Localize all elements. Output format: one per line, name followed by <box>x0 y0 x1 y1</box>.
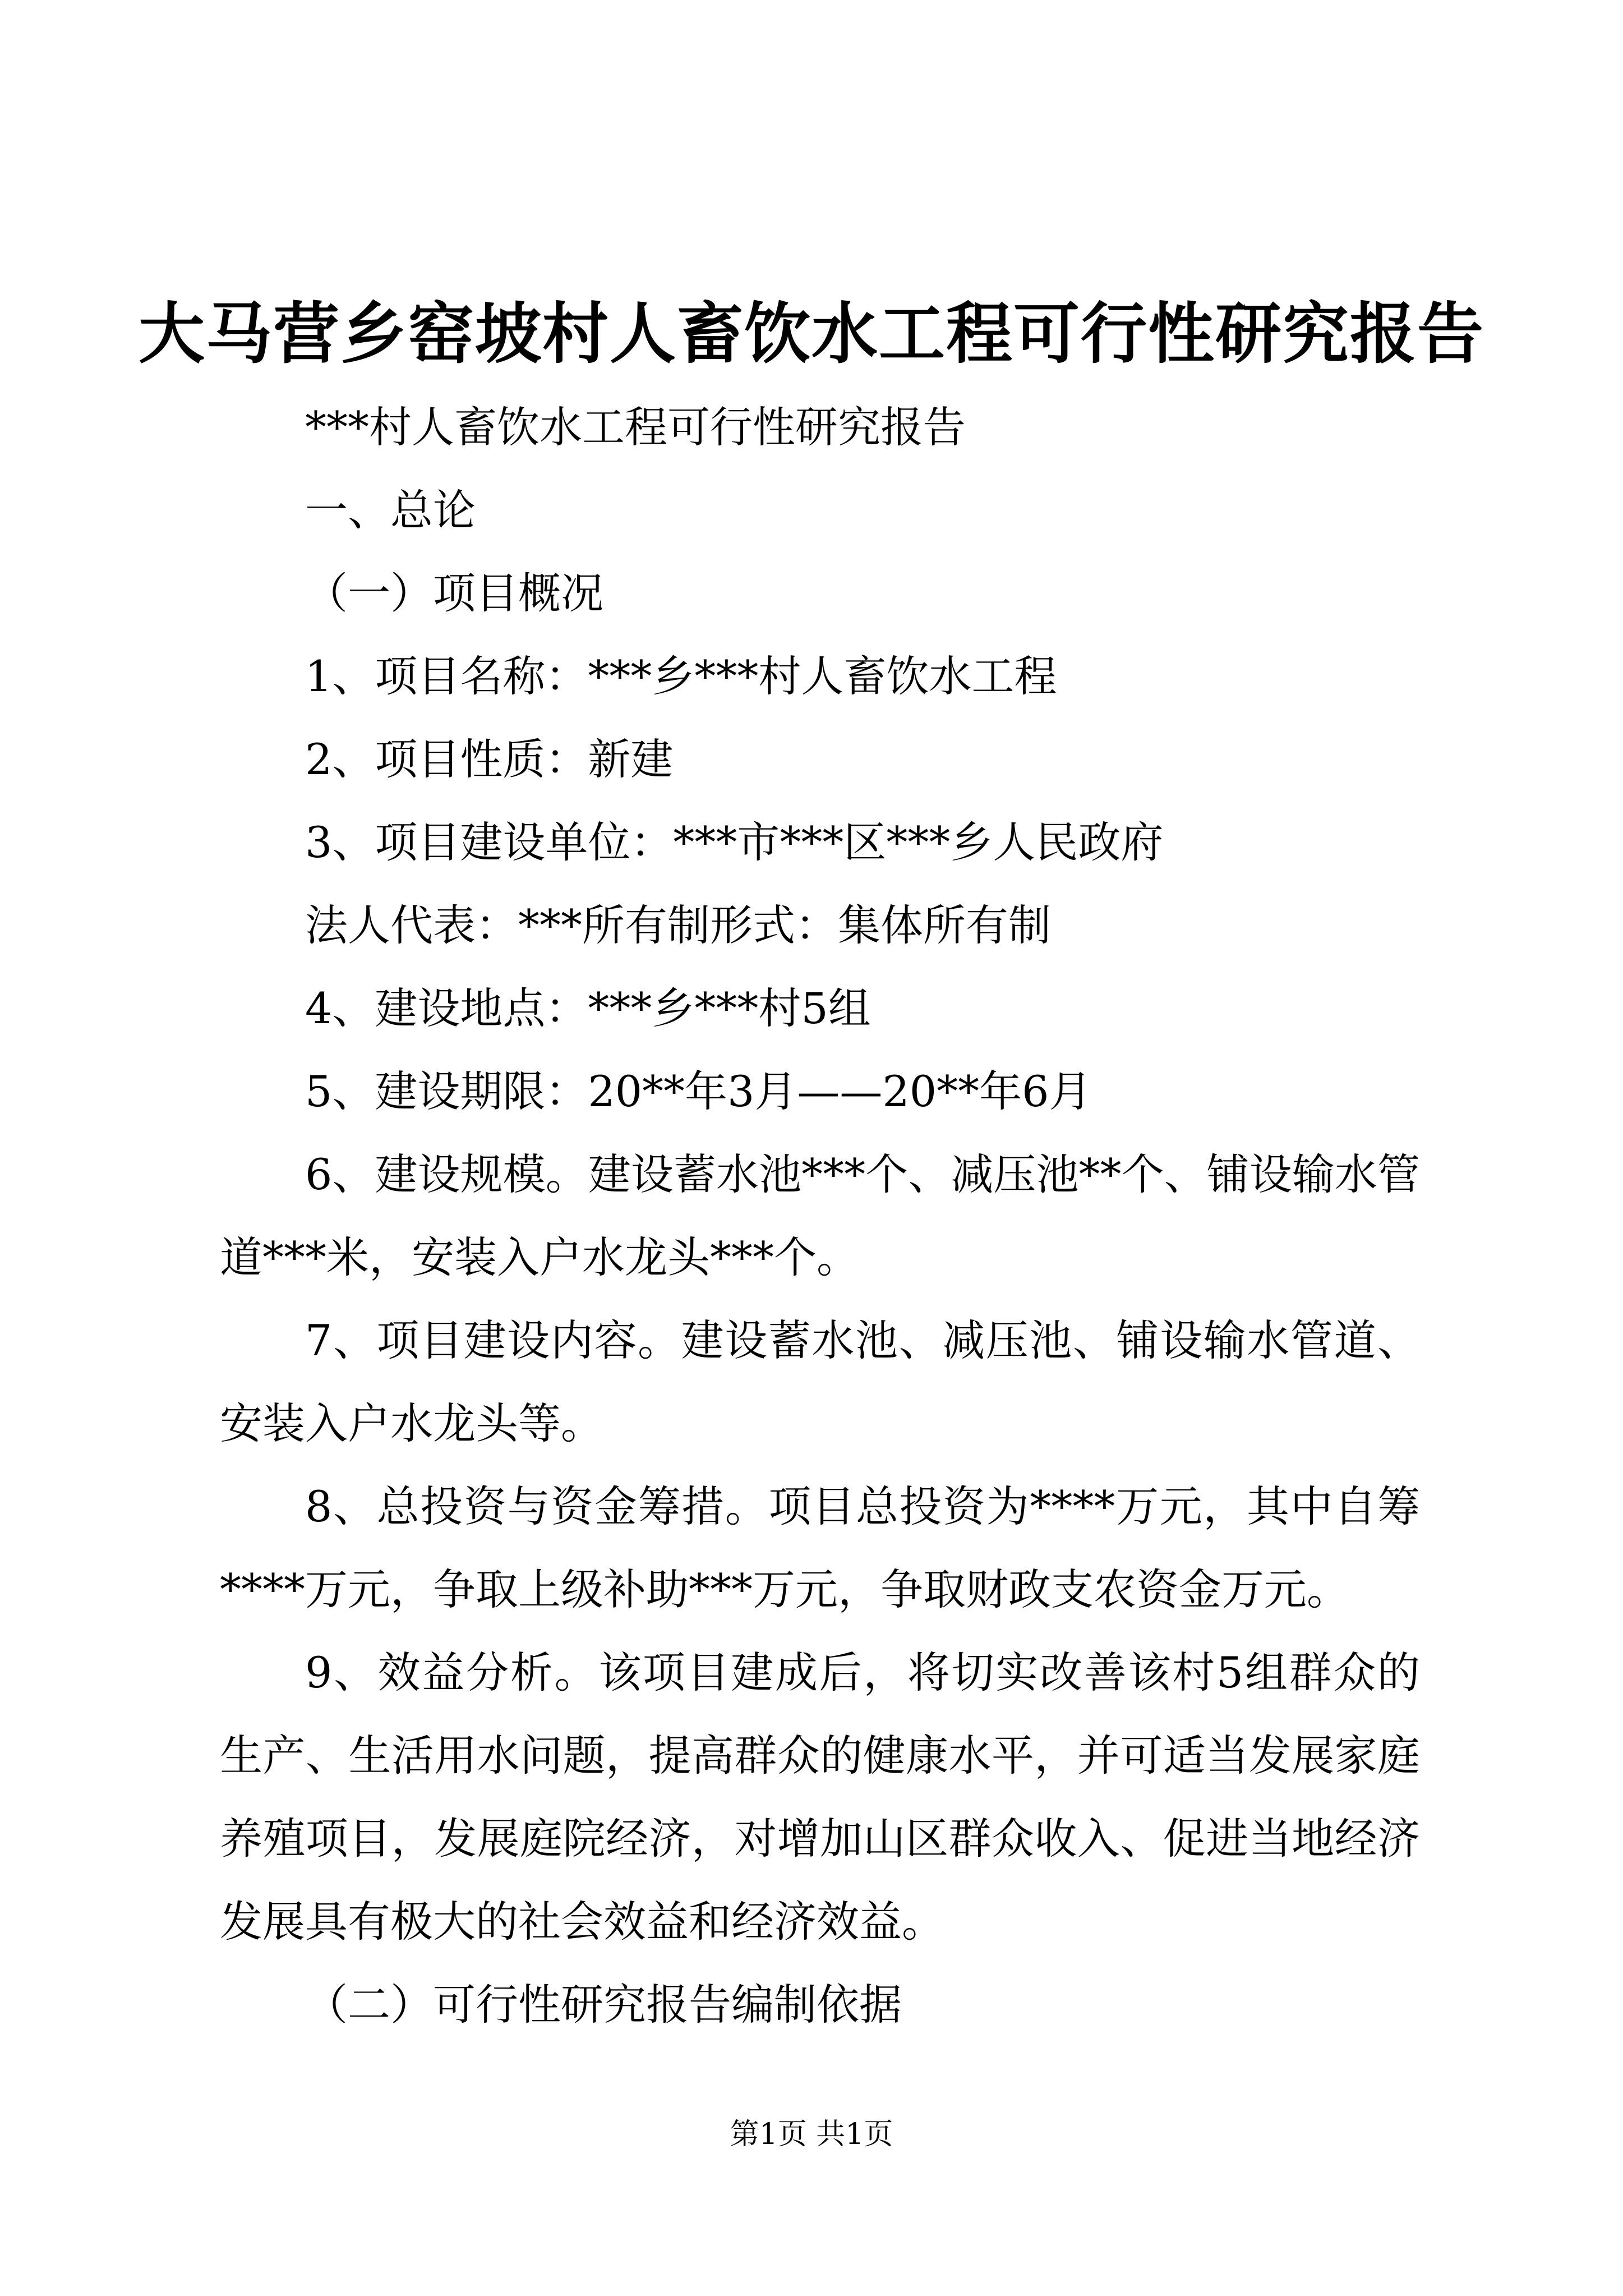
page-footer: 第1页 共1页 <box>730 2118 893 2151</box>
paragraph-construction-scale: 6、建设规模。建设蓄水池***个、减压池**个、铺设输水管道***米，安装入户水龙头***个。 <box>220 1149 1420 1282</box>
paragraph-basis-heading: （二）可行性研究报告编制依据 <box>305 1980 902 2030</box>
paragraph-construction-period: 5、建设期限：20**年3月——20**年6月 <box>305 1066 1092 1116</box>
paragraph-project-nature: 2、项目性质：新建 <box>305 734 674 784</box>
document-body <box>220 386 1420 2046</box>
document-title: 大马营乡窑坡村人畜饮水工程可行性研究报告 <box>138 295 1484 372</box>
paragraph-subtitle: ***村人畜饮水工程可行性研究报告 <box>305 402 966 452</box>
paragraph-section-heading: 一、总论 <box>305 485 476 535</box>
paragraph-construction-content: 7、项目建设内容。建设蓄水池、减压池、铺设输水管道、安装入户水龙头等。 <box>220 1315 1420 1448</box>
paragraph-construction-unit: 3、项目建设单位：***市***区***乡人民政府 <box>305 817 1164 867</box>
paragraph-subsection-heading: （一）项目概况 <box>305 568 603 618</box>
paragraph-legal-representative: 法人代表：***所有制形式：集体所有制 <box>305 900 1051 950</box>
paragraph-construction-site: 4、建设地点：***乡***村5组 <box>305 983 871 1033</box>
paragraph-benefit-analysis: 9、效益分析。该项目建成后，将切实改善该村5组群众的生产、生活用水问题，提高群众的健康水平，并可适当发展家庭养殖项目，发展庭院经济，对增加山区群众收入、促进当地经济发展具有极大的社会效益和经济效益。 <box>220 1648 1420 1947</box>
paragraph-investment: 8、总投资与资金筹措。项目总投资为****万元，其中自筹****万元，争取上级补助***万元，争取财政支农资金万元。 <box>220 1481 1420 1614</box>
paragraph-project-name: 1、项目名称：***乡***村人畜饮水工程 <box>305 651 1057 701</box>
